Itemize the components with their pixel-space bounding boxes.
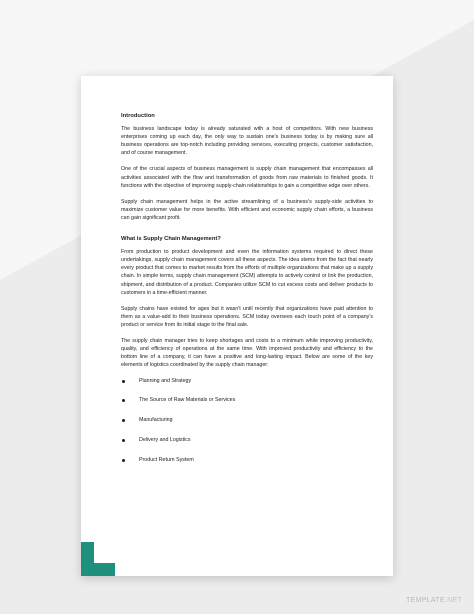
intro-paragraph-3: Supply chain management helps in the active streamlining of a business's supply-side activities to maximize customer value for more benefits. With efficient and economic supply chain efforts, a business can gain significant profit. [121, 198, 373, 222]
scm-paragraph-3: The supply chain manager tries to keep shortages and costs to a minimum while improving productivity, quality, and efficiency of operations at the same time. With improved productivity and efficiency to the bottom line of a company, it can have a positive and long-lasting impact. Below are some of the key elements of logistics coordinated by the supply chain manager: [121, 338, 373, 369]
corner-accent-shape [81, 542, 115, 576]
list-item: Product Return System [121, 457, 373, 464]
intro-paragraph-1: The business landscape today is already saturated with a host of competitors. With new business enterprises coming up each day, the only way to sustain one's business today is by making sure all business operations are top-notch including providing services, executing projects, customer satisfaction, and of course management. [121, 126, 373, 157]
watermark-suffix: .NET [444, 597, 462, 604]
section-heading-introduction: Introduction [121, 113, 155, 119]
intro-paragraph-2: One of the crucial aspects of business management is supply chain management that encompasses all activities associated with the flow and transformation of goods from raw materials to finished goods. It functions with the objective of improving supply-chain relationships to gain a competitive edge over others. [121, 166, 373, 189]
document-content [121, 113, 373, 477]
scm-paragraph-1: From production to product development and even the information systems required to direct these undertakings, supply chain management covers all these aspects. The idea stems from the fact that nearly every product that comes to market results from the efforts of multiple organizations that make up a supply chain. In simple terms, supply chain management (SCM) attempts to actively control or link the production, shipment, and distribution of a product. Companies utilize SCM to cut excess costs and deliver products to customers in a time-efficient manner. [121, 249, 373, 296]
document-page [81, 76, 393, 576]
logistics-elements-list [121, 378, 373, 464]
list-item: Planning and Strategy [121, 378, 373, 385]
template-watermark [406, 597, 462, 604]
list-item: The Source of Raw Materials or Services [121, 397, 373, 404]
list-item: Manufacturing [121, 417, 373, 424]
scm-paragraph-2: Supply chains have existed for ages but it wasn't until recently that organizations have paid attention to them as a value-add to their business operations. SCM today oversees each touch point of a company's product or service from its initial stage to the final sale. [121, 305, 373, 328]
watermark-brand: TEMPLATE [406, 597, 445, 604]
list-item: Delivery and Logistics [121, 437, 373, 444]
section-heading-what-is-scm: What is Supply Chain Management? [121, 236, 221, 243]
